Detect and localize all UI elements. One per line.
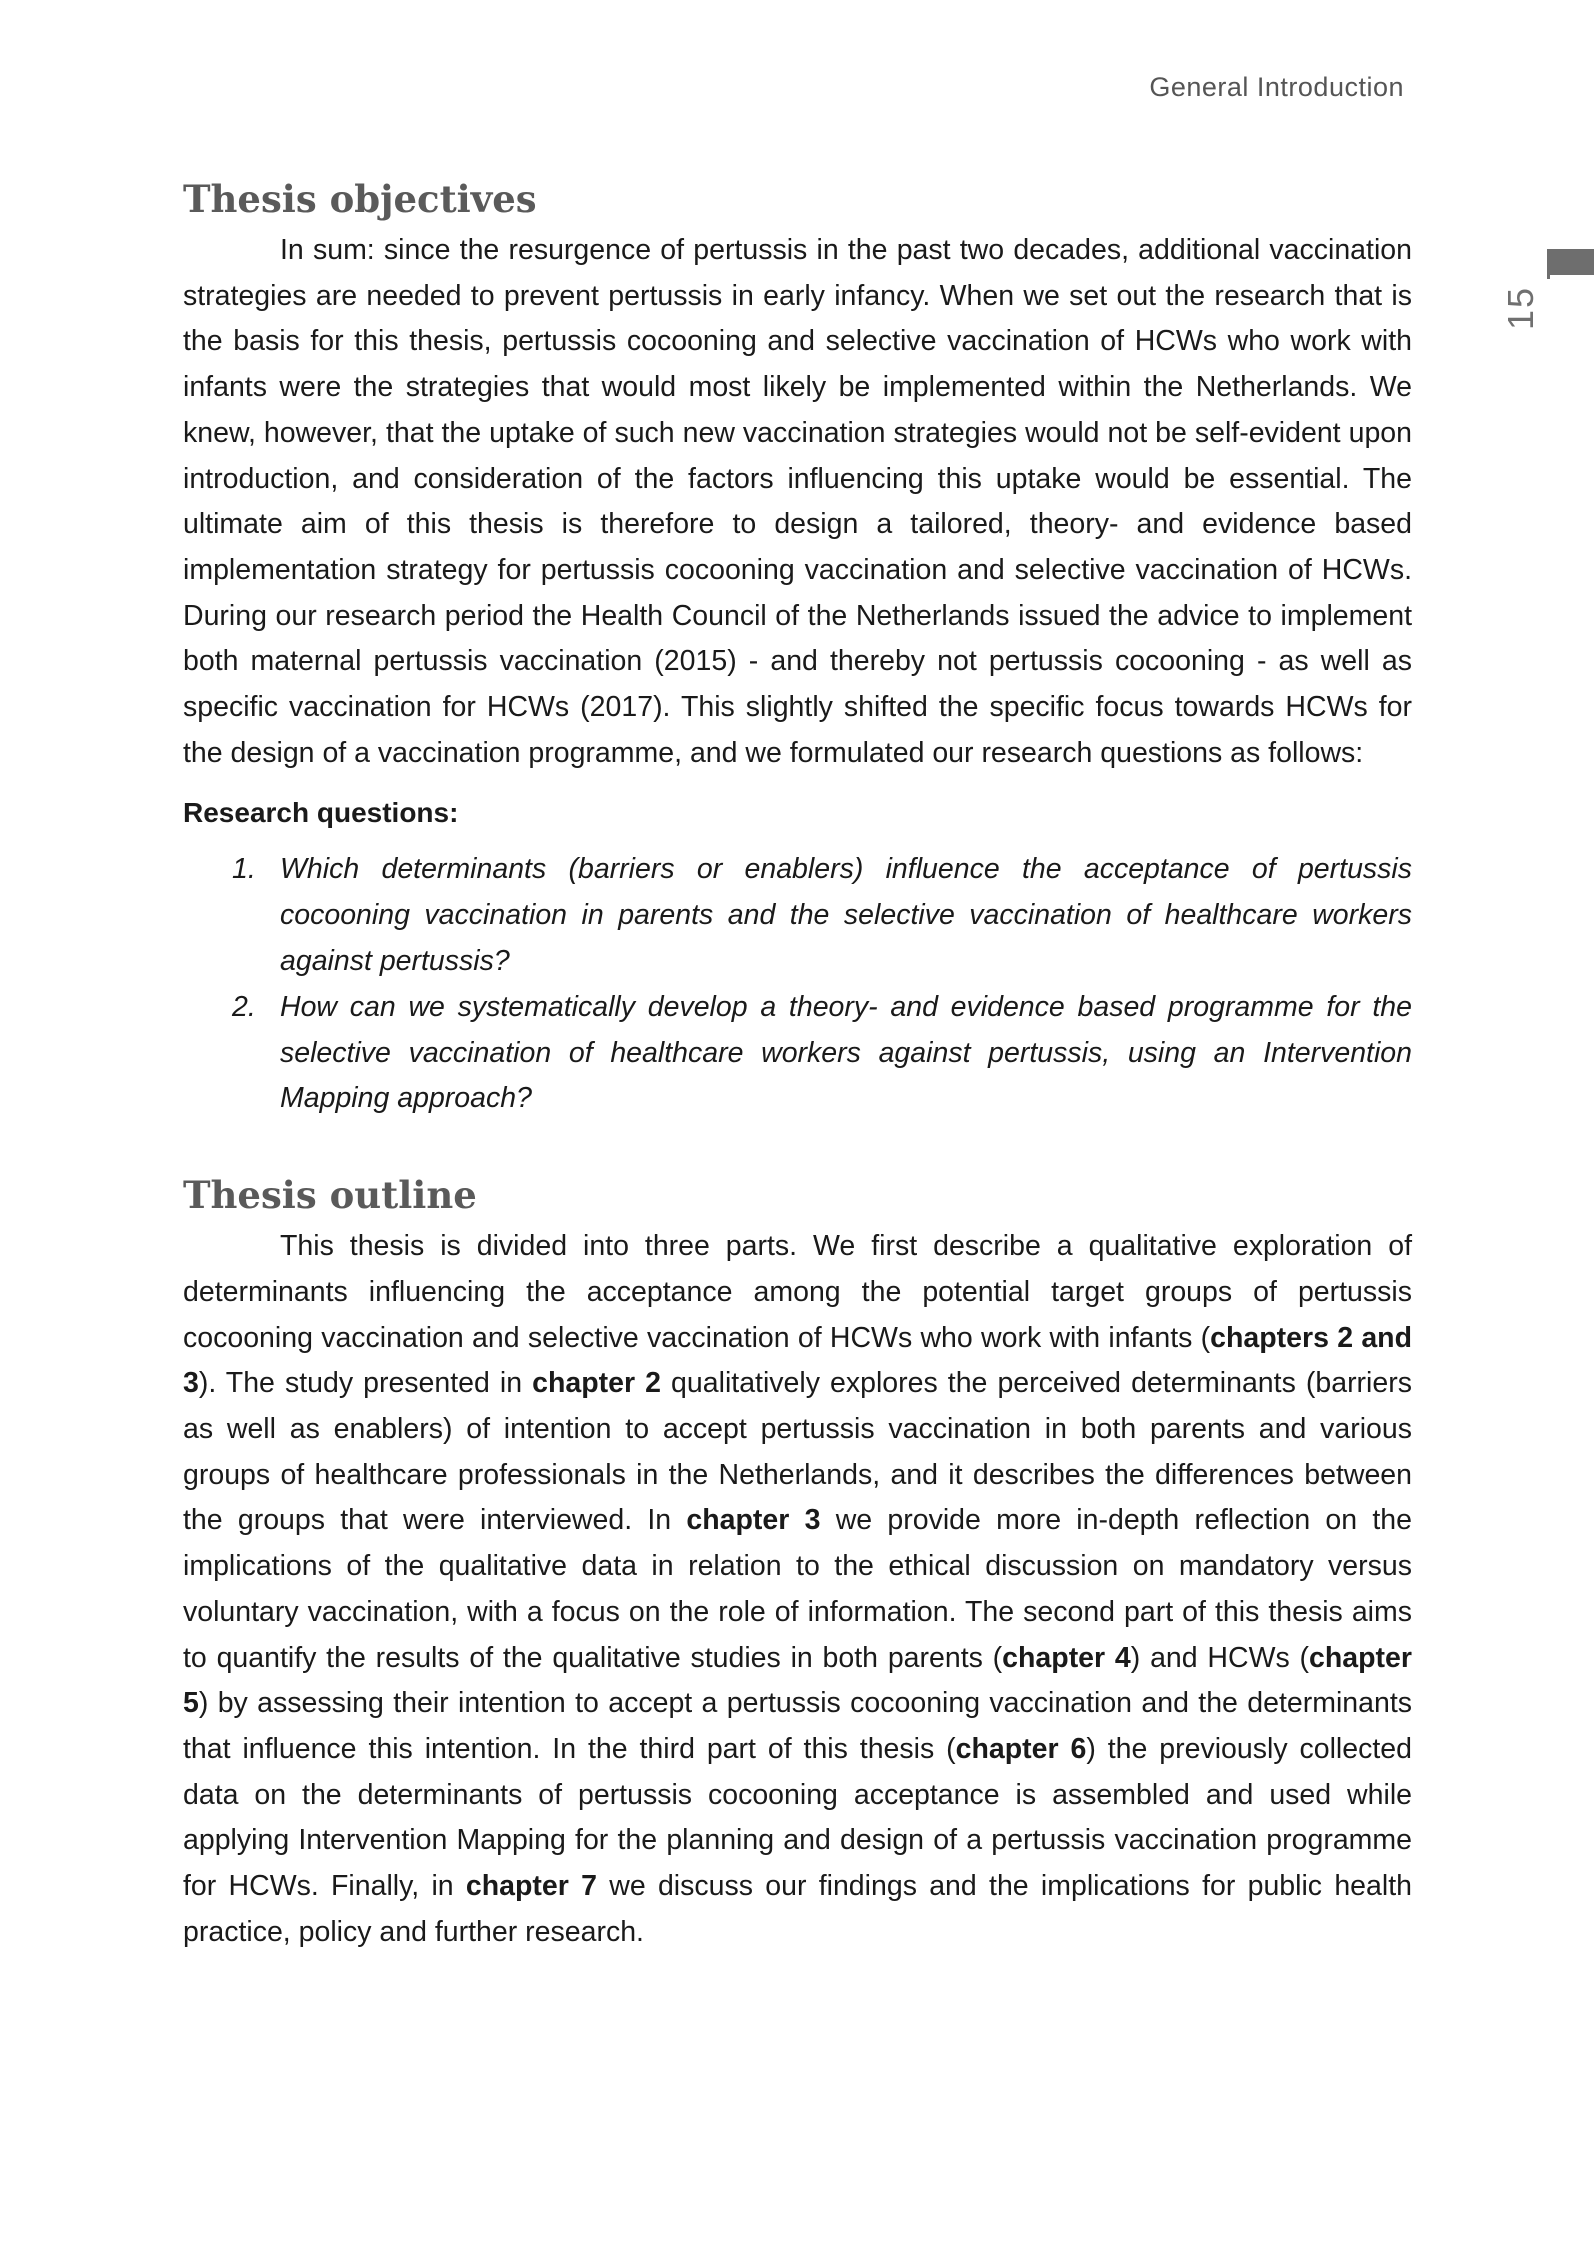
- chapter-reference: chapter 6: [955, 1732, 1087, 1765]
- chapter-reference: chapter 4: [1002, 1641, 1131, 1674]
- research-questions-list: [183, 847, 1412, 1122]
- research-question-text: How can we systematically develop a theory- and evidence based programme for the selective vaccination of healthcare workers against pertussis, using an Intervention Mapping approach?: [280, 990, 1412, 1115]
- outline-text: qualitatively explores the perceived determinants (barriers as well as enablers) of intention to accept pertussis vaccination in both parents and various groups of healthcare professionals in the Netherlands, and it describes the differences between the groups that were interviewed. In: [183, 1367, 1412, 1537]
- outline-text: we discuss our findings and the implications for public health practice, policy and further research.: [183, 1870, 1412, 1948]
- research-questions-heading: Research questions:: [183, 797, 459, 829]
- running-header: General Introduction: [1149, 72, 1404, 102]
- outline-paragraph: [183, 1224, 1412, 1955]
- objectives-paragraph: In sum: since the resurgence of pertussis in the past two decades, additional vaccination strategies are needed to prevent pertussis in early infancy. When we set out the research that is the basis for this thesis, pertussis cocooning and selective vaccination of HCWs who work with infants were the strategies that would most likely be implemented within the Netherlands. We knew, however, that the uptake of such new vaccination strategies would not be self-evident upon introduction, and consideration of the factors influencing this uptake would be essential. The ultimate aim of this thesis is therefore to design a tailored, theory- and evidence based implementation strategy for pertussis cocooning vaccination and selective vaccination of HCWs. During our research period the Health Council of the Netherlands issued the advice to implement both maternal pertussis vaccination (2015) - and thereby not pertussis cocooning - as well as specific vaccination for HCWs (2017). This slightly shifted the specific focus towards HCWs for the design of a vaccination programme, and we formulated our research questions as follows:: [183, 234, 1412, 769]
- outline-text: ) by assessing their intention to accept a pertussis cocooning vaccination and the determinants that influence this intention. In the third part of this thesis (: [183, 1687, 1412, 1765]
- objectives-heading: Thesis objectives: [183, 177, 537, 221]
- chapter-reference: chapter 5: [183, 1641, 1412, 1720]
- list-number: 2.: [232, 990, 256, 1023]
- chapter-thumb-tab: [1548, 249, 1594, 275]
- chapter-reference: chapter 3: [686, 1504, 821, 1537]
- research-question-item: [232, 985, 1412, 1122]
- page-body: [183, 170, 1412, 1955]
- chapter-reference: chapter 2: [532, 1367, 662, 1400]
- outline-text: ) the previously collected data on the determinants of pertussis cocooning acceptance is assembled and used while applying Intervention Mapping for the planning and design of a pertussis vaccination programme for HCWs. Finally, in: [183, 1732, 1412, 1903]
- research-question-item: [232, 847, 1412, 984]
- chapter-reference: chapter 7: [465, 1870, 597, 1903]
- page-number: 15: [1500, 285, 1541, 331]
- outline-text: we provide more in-depth reflection on the implications of the qualitative data in relation to the ethical discussion on mandatory versus voluntary vaccination, with a focus on the role of information. The second part of this thesis aims to quantify the results of the qualitative studies in both parents (: [183, 1504, 1412, 1674]
- research-question-text: Which determinants (barriers or enablers) influence the acceptance of pertussis cocooning vaccination in parents and the selective vaccination of healthcare workers against pertussis?: [280, 853, 1412, 978]
- list-number: 1.: [232, 853, 256, 886]
- chapter-reference: chapters 2 and 3: [183, 1321, 1412, 1400]
- outline-text: ) and HCWs (: [1130, 1641, 1310, 1674]
- outline-text: This thesis is divided into three parts. We first describe a qualitative exploration of determinants influencing the acceptance among the potential target groups of pertussis cocooning vaccination and selective vaccination of HCWs who work with infants (: [183, 1230, 1412, 1354]
- outline-text: ). The study presented in: [198, 1367, 533, 1400]
- outline-heading: Thesis outline: [183, 1173, 477, 1218]
